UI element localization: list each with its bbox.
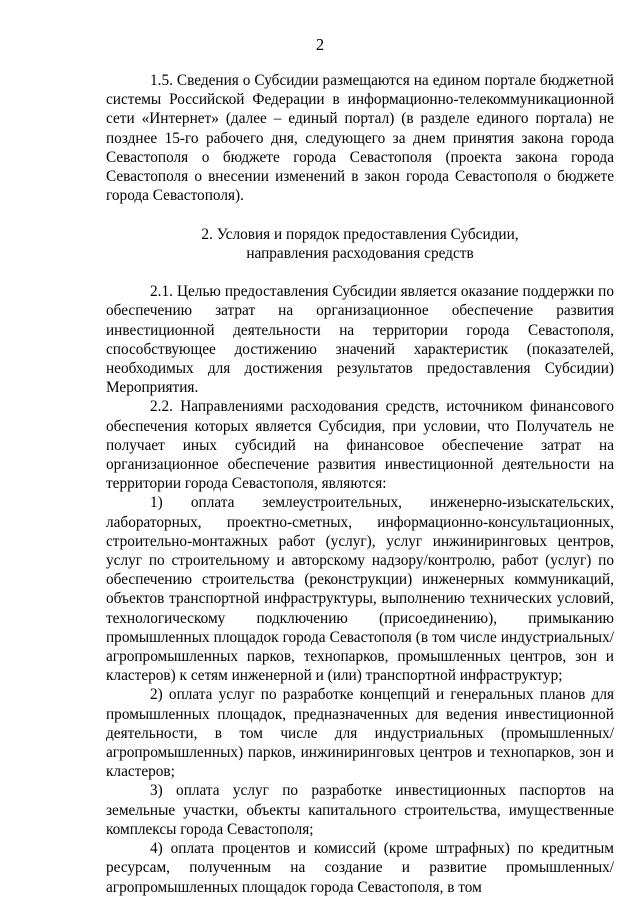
list-item-4: 4) оплата процентов и комиссий (кроме штрафных) по кредитным ресурсам, полученным на создание и развитие промышленных/агропромышленных площадок города Севастополя, в том [106, 840, 614, 896]
list-item-1: 1) оплата землеустроительных, инженерно-изыскательских, лабораторных, проектно-сметных, информационно-консультационных, строительно-монтажных работ (услуг), услуг инжиниринговых центров, услуг по строительному и авторскому надзору/контролю, работ (услуг) по обеспечению строительства (реконструкции) инженерных коммуникаций, объектов транспортной инфраструктуры, выполнению технических условий, технологическому подключению (присоединению), примыканию промышленных площадок города Севастополя (в том числе индустриальных/агропромышленных парков, технопарков, промышленных центров, зон и кластеров) к сетям инженерной и (или) транспортной инфраструктур; [106, 494, 614, 685]
spacer [106, 263, 614, 282]
list-item-2: 2) оплата услуг по разработке концепций и генеральных планов для промышленных площадок, предназначенных для ведения инвестиционной деятельности, в том числе для индустриальных (промышленных/агропромышленных) парков, инжиниринговых центров и технопарков, зон и кластеров; [106, 686, 614, 781]
paragraph-2-2: 2.2. Направлениями расходования средств, источником финансового обеспечения которых является Субсидия, при условии, что Получатель не получает иных субсидий на финансовое обеспечение затрат на организационное обеспечение развития инвестиционной деятельности на территории города Севастополя, являются: [106, 398, 614, 493]
page-number: 2 [315, 35, 325, 54]
section-heading-line-1: 2. Условия и порядок предоставления Субсидии, [201, 225, 519, 243]
paragraph-2-1: 2.1. Целью предоставления Субсидии является оказание поддержки по обеспечению затрат на организационное обеспечение развития инвестиционной деятельности на территории города Севастополя, способствующее достижению значений характеристик (показателей, необходимых для достижения результатов предоставления Субсидии) Мероприятия. [106, 283, 614, 397]
section-heading-line-2: направления расходования средств [246, 244, 474, 262]
spacer [106, 205, 614, 224]
list-item-3: 3) оплата услуг по разработке инвестиционных паспортов на земельные участки, объекты капитального строительства, имущественные комплексы города Севастополя; [106, 782, 614, 838]
paragraph-1-5: 1.5. Сведения о Субсидии размещаются на едином портале бюджетной системы Российской Федерации в информационно-телекоммуникационной сети «Интернет» (далее – единый портал) (в разделе единого портала) не позднее 15-го рабочего дня, следующего за днем принятия закона города Севастополя о бюджете города Севастополя (проекта закона города Севастополя о внесении изменений в закон города Севастополя о бюджете города Севастополя). [106, 72, 614, 205]
document-body [106, 71, 614, 897]
